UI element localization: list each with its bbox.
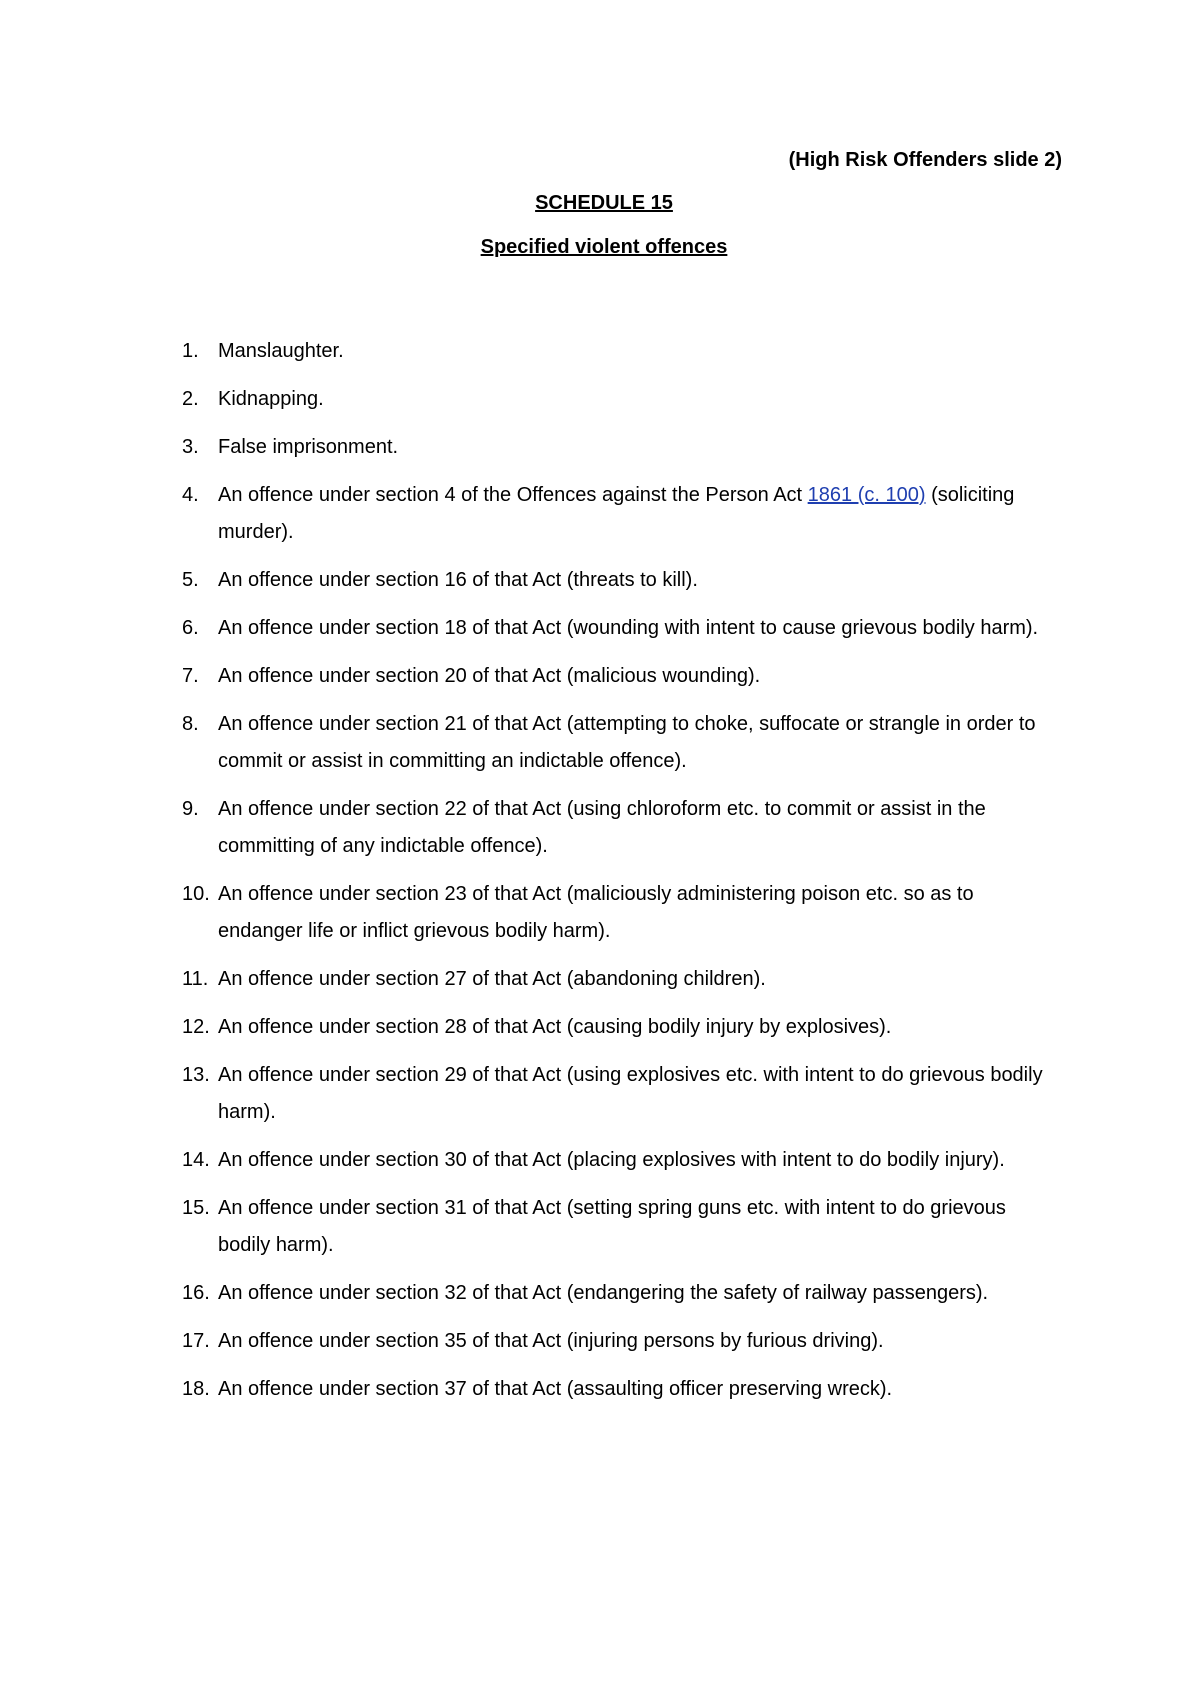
item-number: 17. bbox=[182, 1330, 210, 1352]
list-item bbox=[182, 381, 1062, 418]
item-text: An offence under section 31 of that Act (setting spring guns etc. with intent to do grievous bodily harm). bbox=[218, 1197, 1006, 1256]
list-item bbox=[182, 1371, 1062, 1408]
list-item bbox=[182, 1323, 1062, 1360]
schedule-title: SCHEDULE 15 bbox=[535, 192, 673, 214]
item-text: An offence under section 22 of that Act (using chloroform etc. to commit or assist in the committing of any indictable offence). bbox=[218, 798, 986, 857]
item-number: 3. bbox=[182, 436, 199, 458]
item-text-after-link: (soliciting murder). bbox=[218, 484, 1015, 543]
list-item bbox=[182, 1057, 1062, 1131]
item-number: 1. bbox=[182, 340, 199, 362]
item-text: An offence under section 18 of that Act (wounding with intent to cause grievous bodily harm). bbox=[218, 617, 1039, 639]
list-item bbox=[182, 1275, 1062, 1312]
item-text: An offence under section 20 of that Act (malicious wounding). bbox=[218, 665, 761, 687]
act-citation-link[interactable]: 1861 (c. 100) bbox=[807, 484, 926, 506]
item-text: An offence under section 30 of that Act (placing explosives with intent to do bodily injury). bbox=[218, 1149, 1005, 1171]
list-item bbox=[182, 706, 1062, 780]
list-item bbox=[182, 477, 1062, 551]
list-item bbox=[182, 791, 1062, 865]
item-text: An offence under section 16 of that Act (threats to kill). bbox=[218, 569, 698, 591]
item-text: An offence under section 29 of that Act (using explosives etc. with intent to do grievous bodily harm). bbox=[218, 1064, 1043, 1123]
list-item bbox=[182, 429, 1062, 466]
offence-list bbox=[182, 333, 1062, 1419]
item-number: 4. bbox=[182, 484, 199, 506]
item-number: 2. bbox=[182, 388, 199, 410]
list-item bbox=[182, 1190, 1062, 1264]
item-text: False imprisonment. bbox=[218, 436, 399, 458]
item-number: 11. bbox=[182, 968, 209, 990]
item-number: 7. bbox=[182, 665, 199, 687]
item-number: 14. bbox=[182, 1149, 210, 1171]
item-text: An offence under section 37 of that Act (assaulting officer preserving wreck). bbox=[218, 1378, 893, 1400]
list-item bbox=[182, 1142, 1062, 1179]
list-item bbox=[182, 961, 1062, 998]
list-item bbox=[182, 610, 1062, 647]
slide-reference: (High Risk Offenders slide 2) bbox=[788, 149, 1062, 171]
item-number: 18. bbox=[182, 1378, 210, 1400]
list-item bbox=[182, 658, 1062, 695]
item-text: An offence under section 23 of that Act (maliciously administering poison etc. so as to endanger life or inflict grievous bodily harm). bbox=[218, 883, 974, 942]
item-number: 15. bbox=[182, 1197, 210, 1219]
item-number: 16. bbox=[182, 1282, 210, 1304]
schedule-subtitle: Specified violent offences bbox=[480, 236, 728, 258]
list-item bbox=[182, 876, 1062, 950]
item-number: 6. bbox=[182, 617, 199, 639]
item-text: Manslaughter. bbox=[218, 340, 344, 362]
item-number: 5. bbox=[182, 569, 199, 591]
item-number: 10. bbox=[182, 883, 210, 905]
item-number: 13. bbox=[182, 1064, 210, 1086]
item-number: 9. bbox=[182, 798, 199, 820]
item-number: 8. bbox=[182, 713, 199, 735]
item-number: 12. bbox=[182, 1016, 210, 1038]
item-text: An offence under section 28 of that Act (causing bodily injury by explosives). bbox=[218, 1016, 892, 1038]
item-text: An offence under section 32 of that Act (endangering the safety of railway passengers). bbox=[218, 1282, 989, 1304]
item-text-before-link: An offence under section 4 of the Offences against the Person Act bbox=[218, 484, 808, 506]
item-text: An offence under section 21 of that Act (attempting to choke, suffocate or strangle in order to commit or assist in committing an indictable offence). bbox=[218, 713, 1036, 772]
item-text: An offence under section 27 of that Act (abandoning children). bbox=[218, 968, 766, 990]
list-item bbox=[182, 1009, 1062, 1046]
list-item bbox=[182, 562, 1062, 599]
item-text: An offence under section 35 of that Act (injuring persons by furious driving). bbox=[218, 1330, 884, 1352]
list-item bbox=[182, 333, 1062, 370]
item-text: Kidnapping. bbox=[218, 388, 324, 410]
